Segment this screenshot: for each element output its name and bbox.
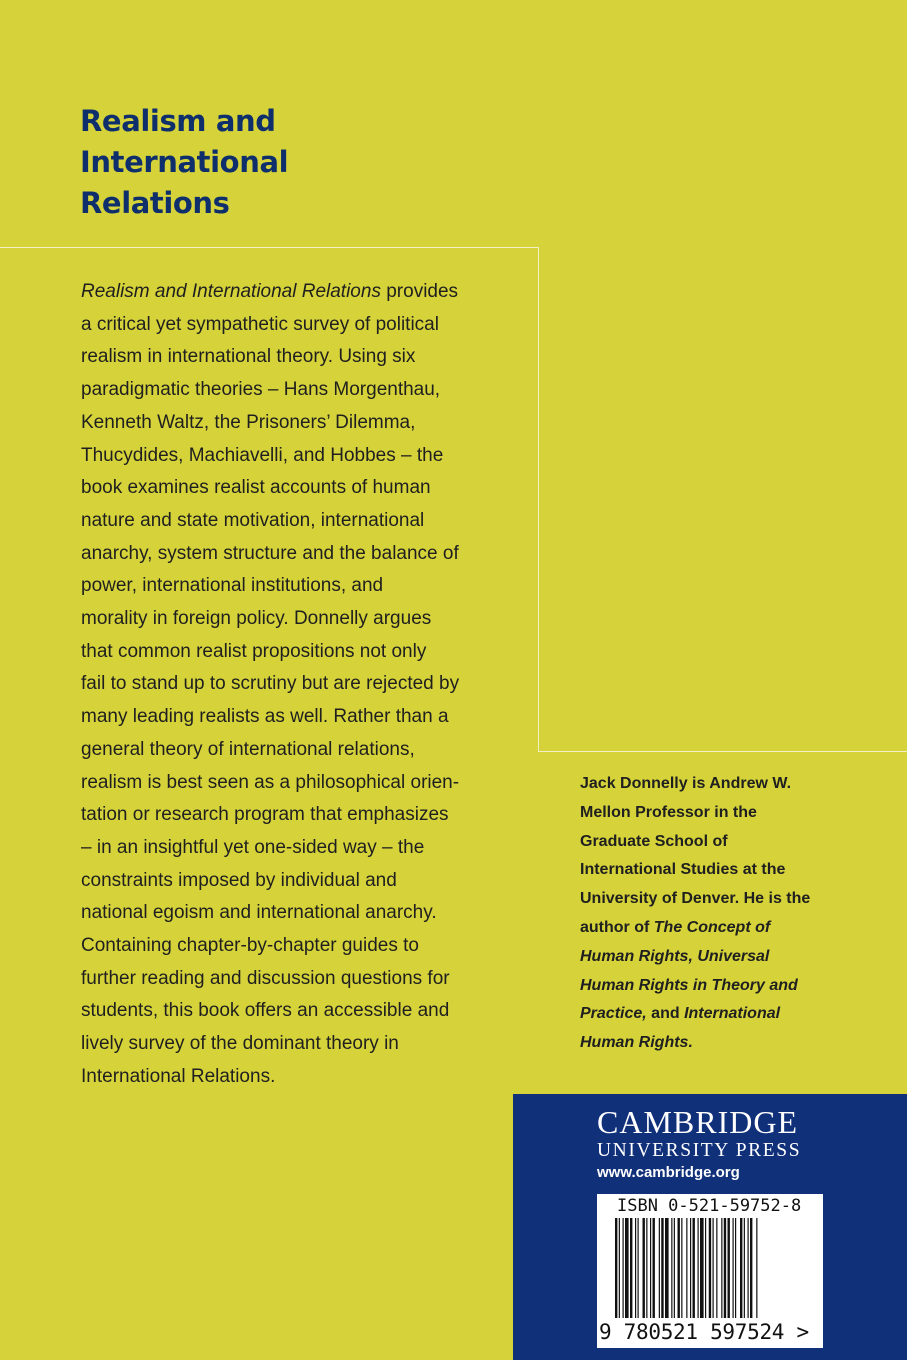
bio-line: Practice, and International (580, 1005, 781, 1023)
blurb-line: paradigmatic theories – Hans Morgenthau, (81, 379, 441, 401)
title-line-3: Relations (80, 186, 230, 220)
blurb-book-title: Realism and International Relations (81, 281, 381, 302)
barcode-bar (638, 1218, 639, 1318)
publisher-url: www.cambridge.org (597, 1164, 740, 1181)
barcode-bar (733, 1218, 734, 1318)
barcode-bar (630, 1218, 632, 1318)
blurb-line: constraints imposed by individual and (81, 869, 397, 891)
barcode-bar (698, 1218, 699, 1318)
bio-line: Human Rights in Theory and (580, 976, 798, 994)
barcode-bar (686, 1218, 687, 1318)
blurb-line: fail to stand up to scrutiny but are rejected by (81, 673, 460, 695)
barcode-bar (713, 1218, 714, 1318)
barcode-bar (625, 1218, 629, 1318)
barcode-bar (623, 1218, 624, 1318)
frame-divider-top (0, 247, 539, 248)
blurb-line: students, this book offers an accessible and (81, 1000, 450, 1022)
bio-line: Mellon Professor in the (580, 803, 757, 821)
barcode-bar (709, 1218, 711, 1318)
bio-line: Human Rights, Universal (580, 947, 770, 965)
barcode-bar (646, 1218, 647, 1318)
blurb-line: Kenneth Waltz, the Prisoners’ Dilemma, (81, 411, 416, 433)
blurb-line: power, international institutions, and (81, 575, 384, 597)
blurb-line: Thucydides, Machiavelli, and Hobbes – the (81, 444, 444, 466)
blurb-line: Realism and International Relations provides (81, 281, 459, 302)
blurb-line: further reading and discussion questions for (81, 967, 450, 989)
publisher-logo-subtitle: UNIVERSITY PRESS (597, 1140, 802, 1161)
blurb-line: International Relations. (81, 1065, 276, 1087)
publisher-panel (513, 1094, 907, 1360)
blurb-line: anarchy, system structure and the balance of (81, 542, 459, 564)
barcode-bar (643, 1218, 645, 1318)
blurb-line: book examines realist accounts of human (81, 477, 431, 499)
barcode-bar (750, 1218, 752, 1318)
bio-line: Human Rights. (580, 1034, 693, 1052)
blurb-line: that common realist propositions not only (81, 640, 427, 662)
blurb-line: lively survey of the dominant theory in (81, 1033, 399, 1055)
ean-number: 9 780521 597524 > (599, 1320, 809, 1344)
barcode-bar (650, 1218, 651, 1318)
blurb-line: national egoism and international anarchy. (81, 902, 437, 924)
blurb-line: a critical yet sympathetic survey of political (81, 313, 439, 335)
title-line-1: Realism and (80, 104, 276, 138)
barcode-bar (693, 1218, 695, 1318)
barcode-bar (728, 1218, 730, 1318)
barcode-bar (674, 1218, 675, 1318)
book-description (81, 276, 521, 1094)
blurb-line: morality in foreign policy. Donnelly argues (81, 608, 432, 630)
book-title (80, 101, 500, 224)
title-line-2: International (80, 145, 289, 179)
barcode-bar (635, 1218, 636, 1318)
author-bio (580, 770, 880, 1058)
barcode-bar (671, 1218, 672, 1318)
blurb-line: – in an insightful yet one-sided way – the (81, 836, 425, 858)
bio-line: Jack Donnelly is Andrew W. (580, 775, 792, 792)
barcode-bar (716, 1218, 717, 1318)
bio-line: International Studies at the (580, 861, 786, 879)
barcode-bar (724, 1218, 726, 1318)
barcode-bar (744, 1218, 745, 1318)
barcode-bar (653, 1218, 655, 1318)
barcode-bar (705, 1218, 706, 1318)
barcode-label (597, 1194, 823, 1348)
bio-line: author of The Concept of (580, 918, 771, 936)
frame-divider-right (538, 247, 539, 752)
barcode-bar (615, 1218, 617, 1318)
barcode-bar (678, 1218, 680, 1318)
barcode-bar (756, 1218, 757, 1318)
blurb-line: many leading realists as well. Rather than a (81, 706, 449, 728)
barcode-bar (740, 1218, 742, 1318)
blurb-line: nature and state motivation, international (81, 509, 425, 531)
barcode-bar (665, 1218, 669, 1318)
bio-line: University of Denver. He is the (580, 890, 811, 908)
barcode-bar (721, 1218, 722, 1318)
publisher-logo-name: CAMBRIDGE (597, 1104, 799, 1140)
frame-divider-bottom (538, 751, 907, 752)
bio-line: Graduate School of (580, 832, 728, 850)
blurb-line: general theory of international relations, (81, 738, 415, 760)
blurb-line: tation or research program that emphasizes (81, 804, 449, 826)
barcode-bar (661, 1218, 663, 1318)
barcode-bar (690, 1218, 691, 1318)
barcode-bar (700, 1218, 704, 1318)
blurb-line: Containing chapter-by-chapter guides to (81, 935, 419, 957)
isbn-number: ISBN 0-521-59752-8 (617, 1196, 802, 1216)
barcode-bar (659, 1218, 660, 1318)
barcode-bar (619, 1218, 620, 1318)
barcode-icon (615, 1218, 805, 1318)
barcode-bar (735, 1218, 736, 1318)
blurb-line: realism is best seen as a philosophical orien- (81, 771, 460, 793)
barcode-bar (681, 1218, 682, 1318)
blurb-line: realism in international theory. Using six (81, 346, 416, 368)
barcode-bar (748, 1218, 749, 1318)
